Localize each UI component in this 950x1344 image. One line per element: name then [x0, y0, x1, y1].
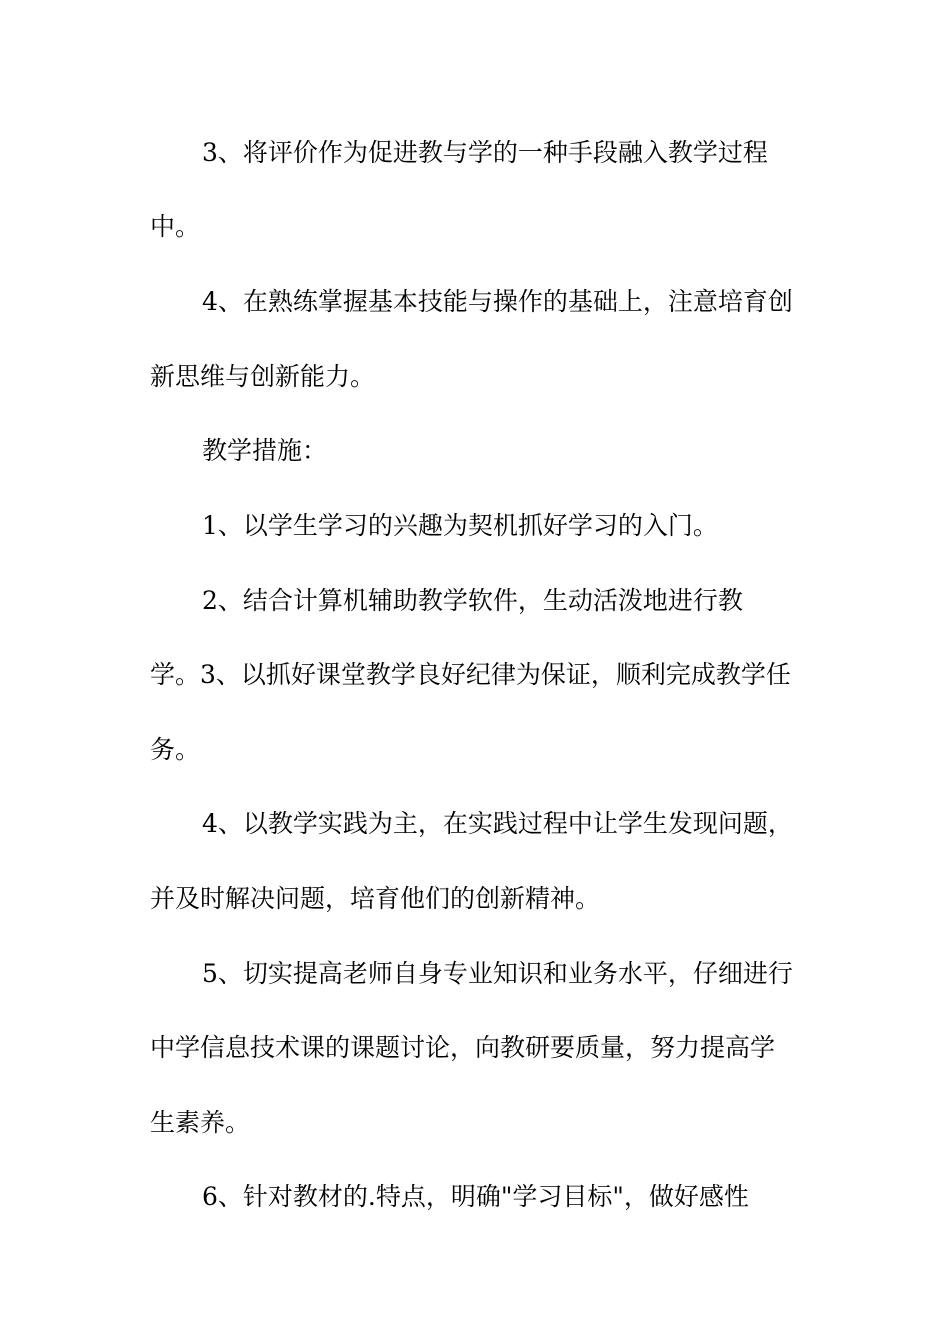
paragraph-line: 1、以学生学习的兴趣为契机抓好学习的入门。 [202, 511, 718, 540]
paragraph-line: 并及时解决问题，培育他们的创新精神。 [150, 884, 601, 913]
paragraph-line: 生素养。 [150, 1108, 251, 1137]
paragraph-line: 中学信息技术课的课题讨论，向教研要质量，努力提高学 [150, 1033, 776, 1062]
paragraph-line: 4、以教学实践为主，在实践过程中让学生发现问题， [202, 809, 793, 838]
paragraph-line: 6、针对教材的.特点，明确"学习目标"，做好感性 [202, 1182, 749, 1211]
paragraph-line: 务。 [150, 735, 201, 764]
paragraph-line: 5、切实提高老师自身专业知识和业务水平，仔细进行 [202, 959, 793, 988]
paragraph-line: 学。3、以抓好课堂教学良好纪律为保证，顺利完成教学任 [150, 660, 791, 689]
section-heading: 教学措施： [202, 436, 328, 465]
paragraph-line: 新思维与创新能力。 [150, 362, 376, 391]
paragraph-line: 2、结合计算机辅助教学软件，生动活泼地进行教 [202, 586, 743, 615]
paragraph-line: 中。 [150, 212, 201, 241]
paragraph-line: 4、在熟练掌握基本技能与操作的基础上，注意培育创 [202, 287, 793, 316]
paragraph-line: 3、将评价作为促进教与学的一种手段融入教学过程 [202, 138, 768, 167]
